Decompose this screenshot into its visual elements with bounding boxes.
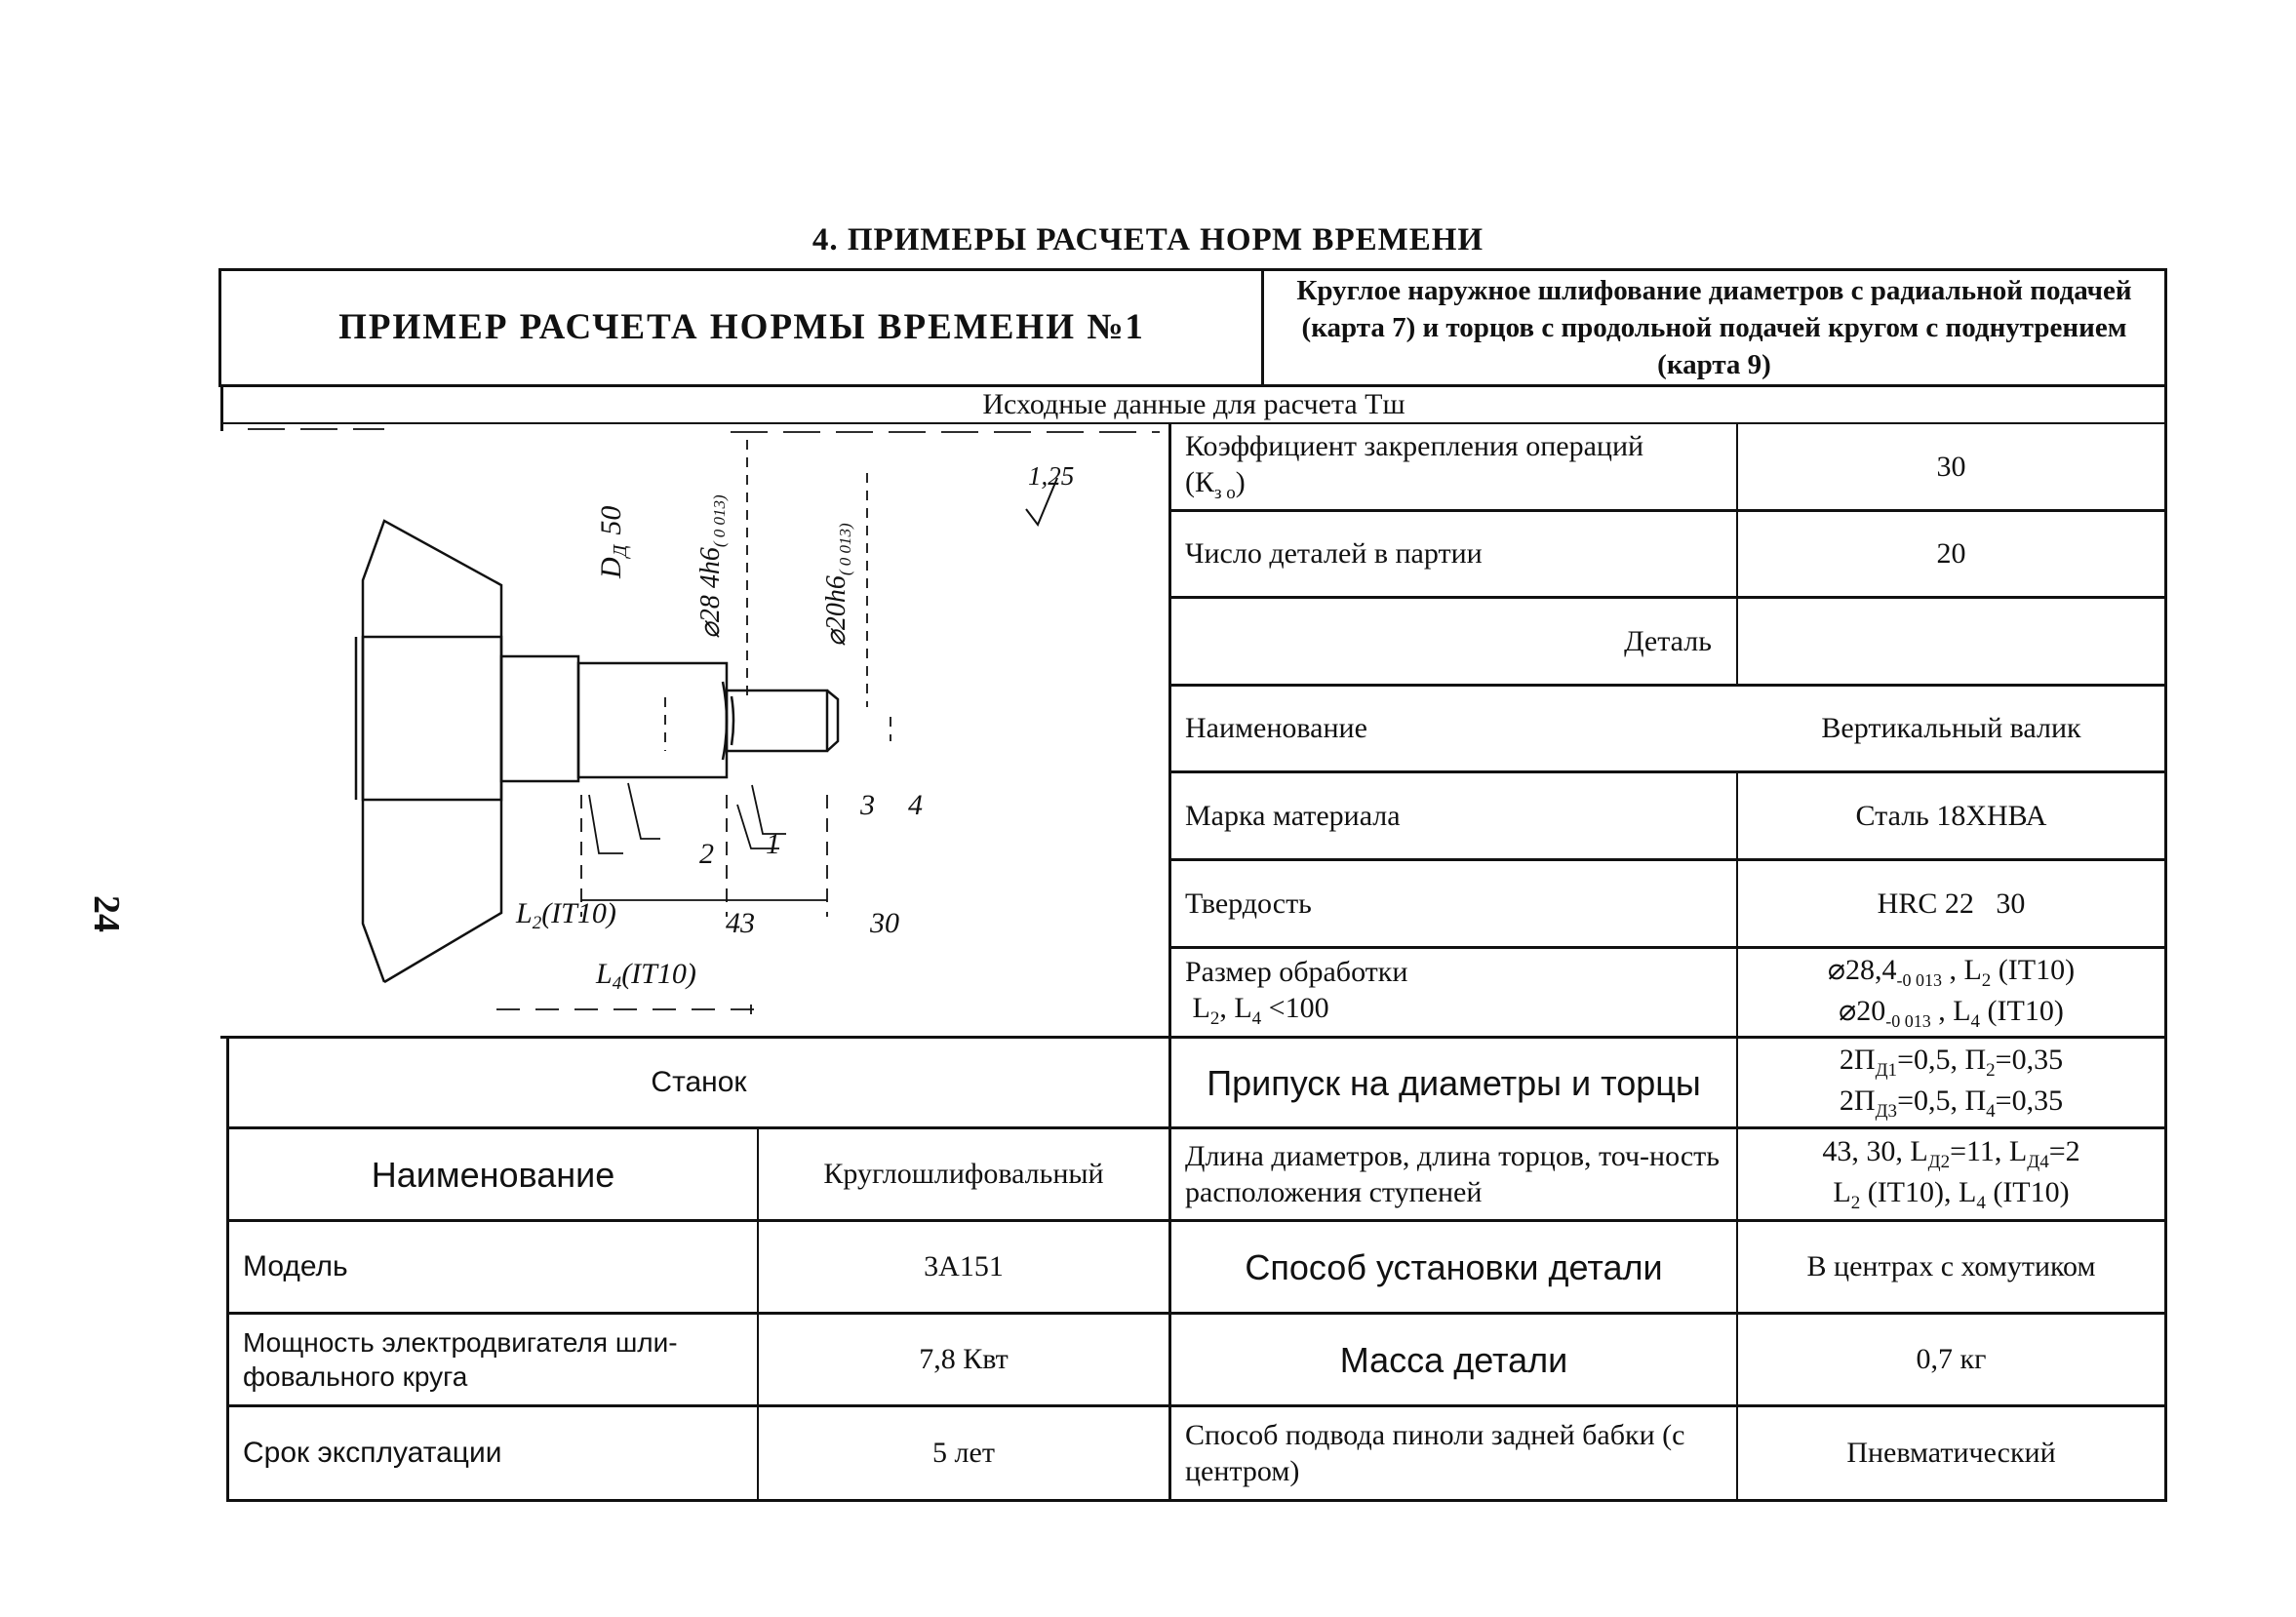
label-2: 2 (699, 838, 714, 870)
label-1: 1 (766, 828, 780, 860)
example-title: ПРИМЕР РАСЧЕТА НОРМЫ ВРЕМЕНИ №1 (338, 306, 1145, 347)
machine-life-value: 5 лет (932, 1437, 995, 1470)
material-label: Марка материала (1185, 799, 1401, 832)
part-name-label: Наименование (1185, 712, 1367, 745)
mount-label: Способ установки детали (1245, 1246, 1663, 1287)
size-value-cell (1738, 949, 2164, 1036)
collar-shape (363, 637, 501, 800)
groove-marks (723, 682, 733, 760)
l2-label: $L_2(IT10)$ (516, 897, 616, 933)
mount-value: В центрах с хомутиком (1806, 1250, 2096, 1283)
hardness-label: Твердость (1185, 887, 1312, 920)
coef-label: Коэффициент закрепления операций (1185, 429, 1644, 462)
size-value-2: $⌀20_{-0 013}$ , $L_4$ (IT10) (1839, 994, 2064, 1032)
length-30: 30 (870, 907, 899, 939)
allowance-label: Припуск на диаметры и торцы (1207, 1062, 1701, 1103)
material-value: Сталь 18ХНВА (1855, 799, 2047, 832)
size-label-cell (1171, 949, 1736, 1036)
label-3: 3 (860, 789, 875, 821)
parts-label: Число деталей в партии (1185, 537, 1483, 571)
hardness-value: HRC 22 30 (1877, 887, 2026, 920)
size-label: Размер обработки (1185, 955, 1408, 988)
section-title: 4. ПРИМЕРЫ РАСЧЕТА НОРМ ВРЕМЕНИ (812, 222, 1484, 257)
size-value-1: $⌀28,4_{-0 013}$ , $L_2$ (IT10) (1827, 953, 2076, 991)
quill-label: Способ подвода пиноли задней бабки (с центром) (1185, 1418, 1685, 1487)
dim-d20-label: $⌀20h6_{( 0 013)}$ (821, 523, 854, 647)
step-20-shape (727, 690, 827, 751)
detail-header: Деталь (1624, 624, 1712, 657)
allowance-value-2: $2П_{Д3}=0,5$, $П_4=0,35$ (1839, 1085, 2064, 1122)
mass-label: Масса детали (1339, 1339, 1568, 1380)
dim-d28-label: ⌀28 $4h6_{( 0 013)}$ (695, 494, 729, 639)
size-label-limit: $L_2$, $L_4 <100$ (1192, 992, 1329, 1030)
l4-label: $L_4(IT10)$ (596, 958, 696, 994)
source-data-header: Исходные данные для расчета Тш (982, 388, 1405, 421)
coef-label-formula: $(К_{з о})$ (1185, 466, 1246, 504)
length-43: 43 (726, 907, 755, 939)
machine-name-value: Круглошлифовальный (823, 1158, 1104, 1191)
step-28-main-shape (578, 663, 727, 777)
shaft-drawing (223, 424, 1168, 1034)
machine-model-label: Модель (243, 1250, 348, 1283)
step-28-shape (501, 656, 578, 781)
machine-name-label: Наименование (371, 1154, 615, 1195)
parts-value: 20 (1936, 537, 1966, 571)
page-number: 24 (86, 895, 127, 932)
allowance-value-cell (1738, 1039, 2164, 1126)
length-label: Длина диаметров, длина торцов, точ-ность расположения ступеней (1185, 1139, 1720, 1208)
coef-label-cell (1171, 424, 1736, 509)
dim-d50-label: $D_Д50$ (595, 505, 631, 578)
step-20-chamfer (827, 690, 838, 751)
part-name-value: Вертикальный валик (1821, 712, 2081, 745)
mass-value: 0,7 кг (1916, 1343, 1987, 1376)
machine-power-value: 7,8 Квт (919, 1343, 1009, 1376)
length-value-cell (1738, 1129, 2164, 1219)
length-value-2: $L_2$ (IT10), $L_4$ (IT10) (1833, 1176, 2070, 1213)
coef-value: 30 (1936, 450, 1966, 483)
allowance-value-1: $2П_{Д1}=0,5$, $П_2=0,35$ (1839, 1044, 2064, 1082)
machine-header: Станок (651, 1066, 747, 1099)
grinding-wheel-outline (363, 521, 501, 982)
length-value-1: 43, 30, $L_{Д2}=11$, $L_{Д4}=2$ (1822, 1135, 2080, 1173)
machine-power-label: Мощность электродвигателя шли-фовального круга (243, 1327, 678, 1392)
roughness-label: 1,25 (1028, 461, 1075, 491)
quill-value: Пневматический (1846, 1437, 2056, 1470)
machine-life-label: Срок эксплуатации (243, 1437, 502, 1470)
machine-model-value: 3А151 (924, 1250, 1004, 1283)
example-description: Круглое наружное шлифование диаметров с радиальной подачей (карта 7) и торцов с продольной подачей кругом с поднутрением (карта 9) (1296, 274, 2132, 381)
label-4: 4 (908, 789, 923, 821)
